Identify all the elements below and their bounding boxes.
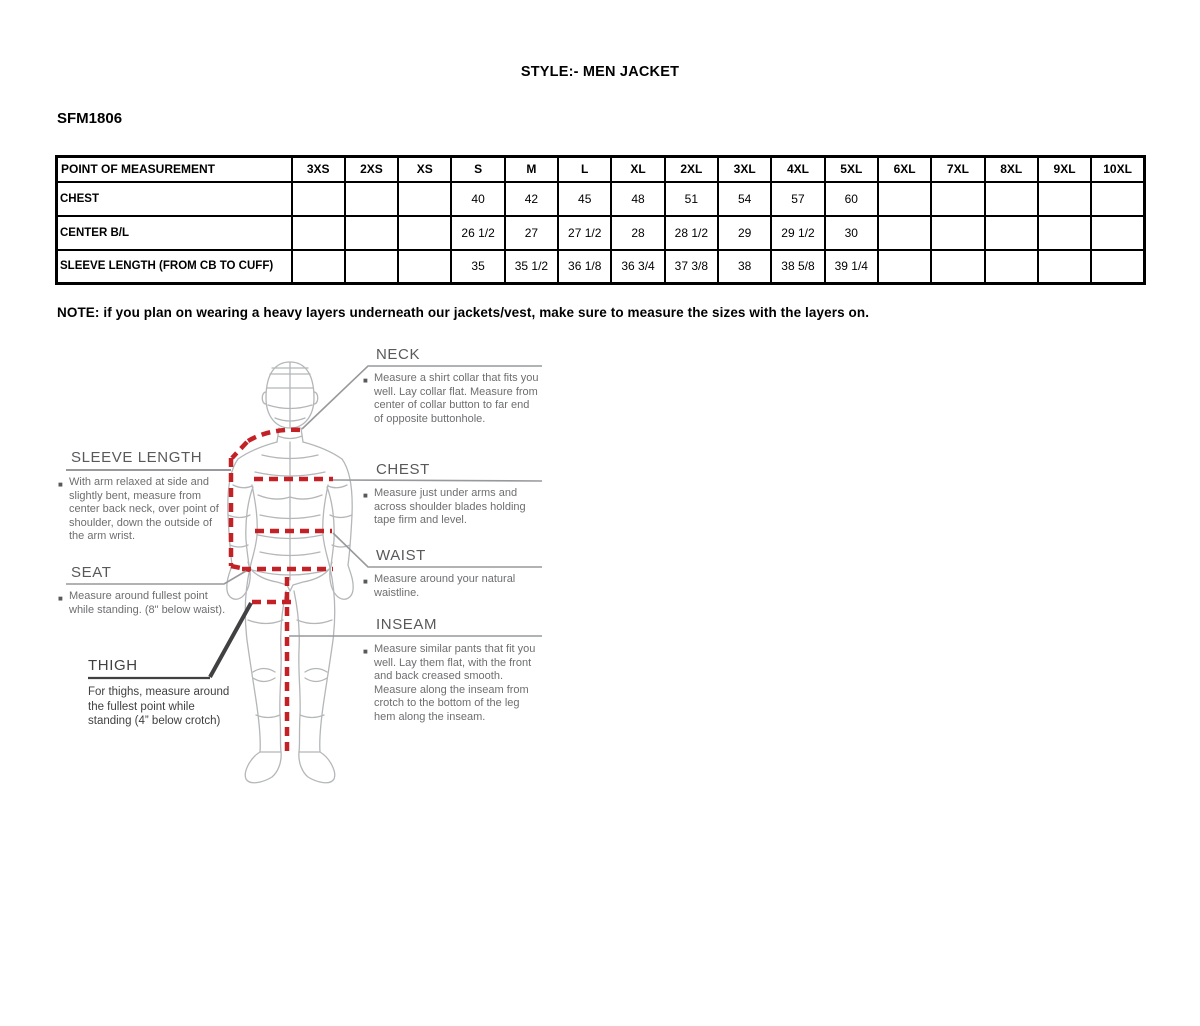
measurement-cell — [398, 216, 451, 250]
measurement-cell: 51 — [665, 182, 718, 216]
measurement-cell — [292, 216, 345, 250]
measurement-cell — [345, 250, 398, 284]
sleeve-length-section — [58, 449, 230, 544]
measurement-cell: 27 1/2 — [558, 216, 611, 250]
thigh-heading: THIGH — [88, 657, 138, 674]
row-label: CENTER B/L — [57, 216, 292, 250]
waist-heading: WAIST — [376, 547, 426, 564]
sleeve-length-description: With arm relaxed at side and slightly bent, measure from center back neck, over point of shoulder, down the outside of the arm wrist. — [69, 476, 219, 542]
measurement-cell: 39 1/4 — [825, 250, 878, 284]
col-header-size: XS — [398, 157, 451, 182]
col-header-point-of-measurement: POINT OF MEASUREMENT — [57, 157, 292, 182]
chest-section — [363, 461, 541, 528]
measurement-cell — [985, 182, 1038, 216]
measurement-cell — [1038, 216, 1091, 250]
neck-measure-line — [248, 430, 302, 441]
inseam-heading: INSEAM — [376, 616, 438, 633]
table-row — [57, 250, 1145, 284]
inseam-description: Measure similar pants that fit you well. Lay them flat, with the front and back creased smooth. Measure along the inseam from crotch to the bottom of the leg hem along the inseam. — [374, 643, 536, 723]
waist-section — [363, 547, 541, 600]
measurement-cell — [1038, 182, 1091, 216]
row-label: SLEEVE LENGTH (FROM CB TO CUFF) — [57, 250, 292, 284]
thigh-section — [88, 657, 240, 729]
col-header-size: M — [505, 157, 558, 182]
neck-section — [363, 346, 541, 426]
inseam-section — [363, 616, 541, 724]
neck-heading: NECK — [376, 346, 421, 363]
neck-description: Measure a shirt collar that fits you well. Lay collar flat. Measure from center of collar button to far end of opposite buttonhole. — [374, 372, 539, 425]
measurement-cell: 27 — [505, 216, 558, 250]
measurement-cell: 36 3/4 — [611, 250, 664, 284]
measurement-cell — [345, 182, 398, 216]
measurement-cell: 38 5/8 — [771, 250, 824, 284]
measurement-cell — [1091, 182, 1144, 216]
measurement-cell: 35 1/2 — [505, 250, 558, 284]
measurement-cell: 36 1/8 — [558, 250, 611, 284]
measurement-cell: 45 — [558, 182, 611, 216]
measurement-cell: 48 — [611, 182, 664, 216]
measurement-cell — [878, 216, 931, 250]
measurement-cell — [931, 250, 984, 284]
bullet-icon: ■ — [363, 647, 368, 656]
col-header-size: 10XL — [1091, 157, 1144, 182]
measurement-cell — [931, 182, 984, 216]
col-header-size: 4XL — [771, 157, 824, 182]
measurement-cell — [1091, 216, 1144, 250]
shoulder-measure-line — [232, 442, 247, 458]
note-text: NOTE: if you plan on wearing a heavy layers underneath our jackets/vest, make sure to measure the sizes with the layers on. — [57, 305, 870, 320]
col-header-size: 5XL — [825, 157, 878, 182]
col-header-size: L — [558, 157, 611, 182]
measurement-cell — [878, 182, 931, 216]
measurement-cell: 37 3/8 — [665, 250, 718, 284]
table-row — [57, 182, 1145, 216]
measurement-cell: 26 1/2 — [451, 216, 504, 250]
col-header-size: 2XL — [665, 157, 718, 182]
bullet-icon: ■ — [363, 376, 368, 385]
measurement-cell — [1038, 250, 1091, 284]
measurement-cell — [398, 182, 451, 216]
bullet-icon: ■ — [58, 480, 63, 489]
col-header-size: 2XS — [345, 157, 398, 182]
measurement-cell: 60 — [825, 182, 878, 216]
measurement-cell — [292, 182, 345, 216]
col-header-size: 3XS — [292, 157, 345, 182]
measurement-cell: 28 1/2 — [665, 216, 718, 250]
measurement-cell — [398, 250, 451, 284]
col-header-size: 3XL — [718, 157, 771, 182]
measurement-cell — [292, 250, 345, 284]
measurement-cell: 38 — [718, 250, 771, 284]
page-title: STYLE:- MEN JACKET — [520, 64, 680, 80]
measurement-cell — [985, 216, 1038, 250]
col-header-size: 8XL — [985, 157, 1038, 182]
col-header-size: S — [451, 157, 504, 182]
measurement-cell — [1091, 250, 1144, 284]
measurement-cell: 30 — [825, 216, 878, 250]
measurement-cell: 57 — [771, 182, 824, 216]
thigh-description: For thighs, measure around the fullest point while standing (4” below crotch) — [88, 686, 230, 727]
sleeve-length-heading: SLEEVE LENGTH — [71, 449, 203, 466]
size-table — [55, 155, 1146, 285]
seat-section — [58, 564, 230, 617]
waist-description: Measure around your natural waistline. — [374, 573, 516, 599]
measurement-cell — [931, 216, 984, 250]
mannequin-wireframe — [227, 362, 353, 783]
chest-description: Measure just under arms and across shoulder blades holding tape firm and level. — [374, 487, 526, 526]
bullet-icon: ■ — [58, 594, 63, 603]
row-label: CHEST — [57, 182, 292, 216]
col-header-size: 9XL — [1038, 157, 1091, 182]
measurement-cell — [878, 250, 931, 284]
col-header-size: 6XL — [878, 157, 931, 182]
measurement-cell — [985, 250, 1038, 284]
bullet-icon: ■ — [363, 491, 368, 500]
measurement-cell: 29 — [718, 216, 771, 250]
col-header-size: XL — [611, 157, 664, 182]
col-header-size: 7XL — [931, 157, 984, 182]
seat-heading: SEAT — [71, 564, 112, 581]
bullet-icon: ■ — [363, 577, 368, 586]
measurement-cell: 28 — [611, 216, 664, 250]
measurement-cell: 40 — [451, 182, 504, 216]
style-code: SFM1806 — [57, 110, 123, 127]
measurement-cell: 42 — [505, 182, 558, 216]
chest-heading: CHEST — [376, 461, 430, 478]
measurement-cell — [345, 216, 398, 250]
seat-description: Measure around fullest point while standing. (8" below waist). — [69, 590, 226, 616]
measurement-cell: 35 — [451, 250, 504, 284]
measurement-cell: 29 1/2 — [771, 216, 824, 250]
measurement-cell: 54 — [718, 182, 771, 216]
table-row — [57, 216, 1145, 250]
